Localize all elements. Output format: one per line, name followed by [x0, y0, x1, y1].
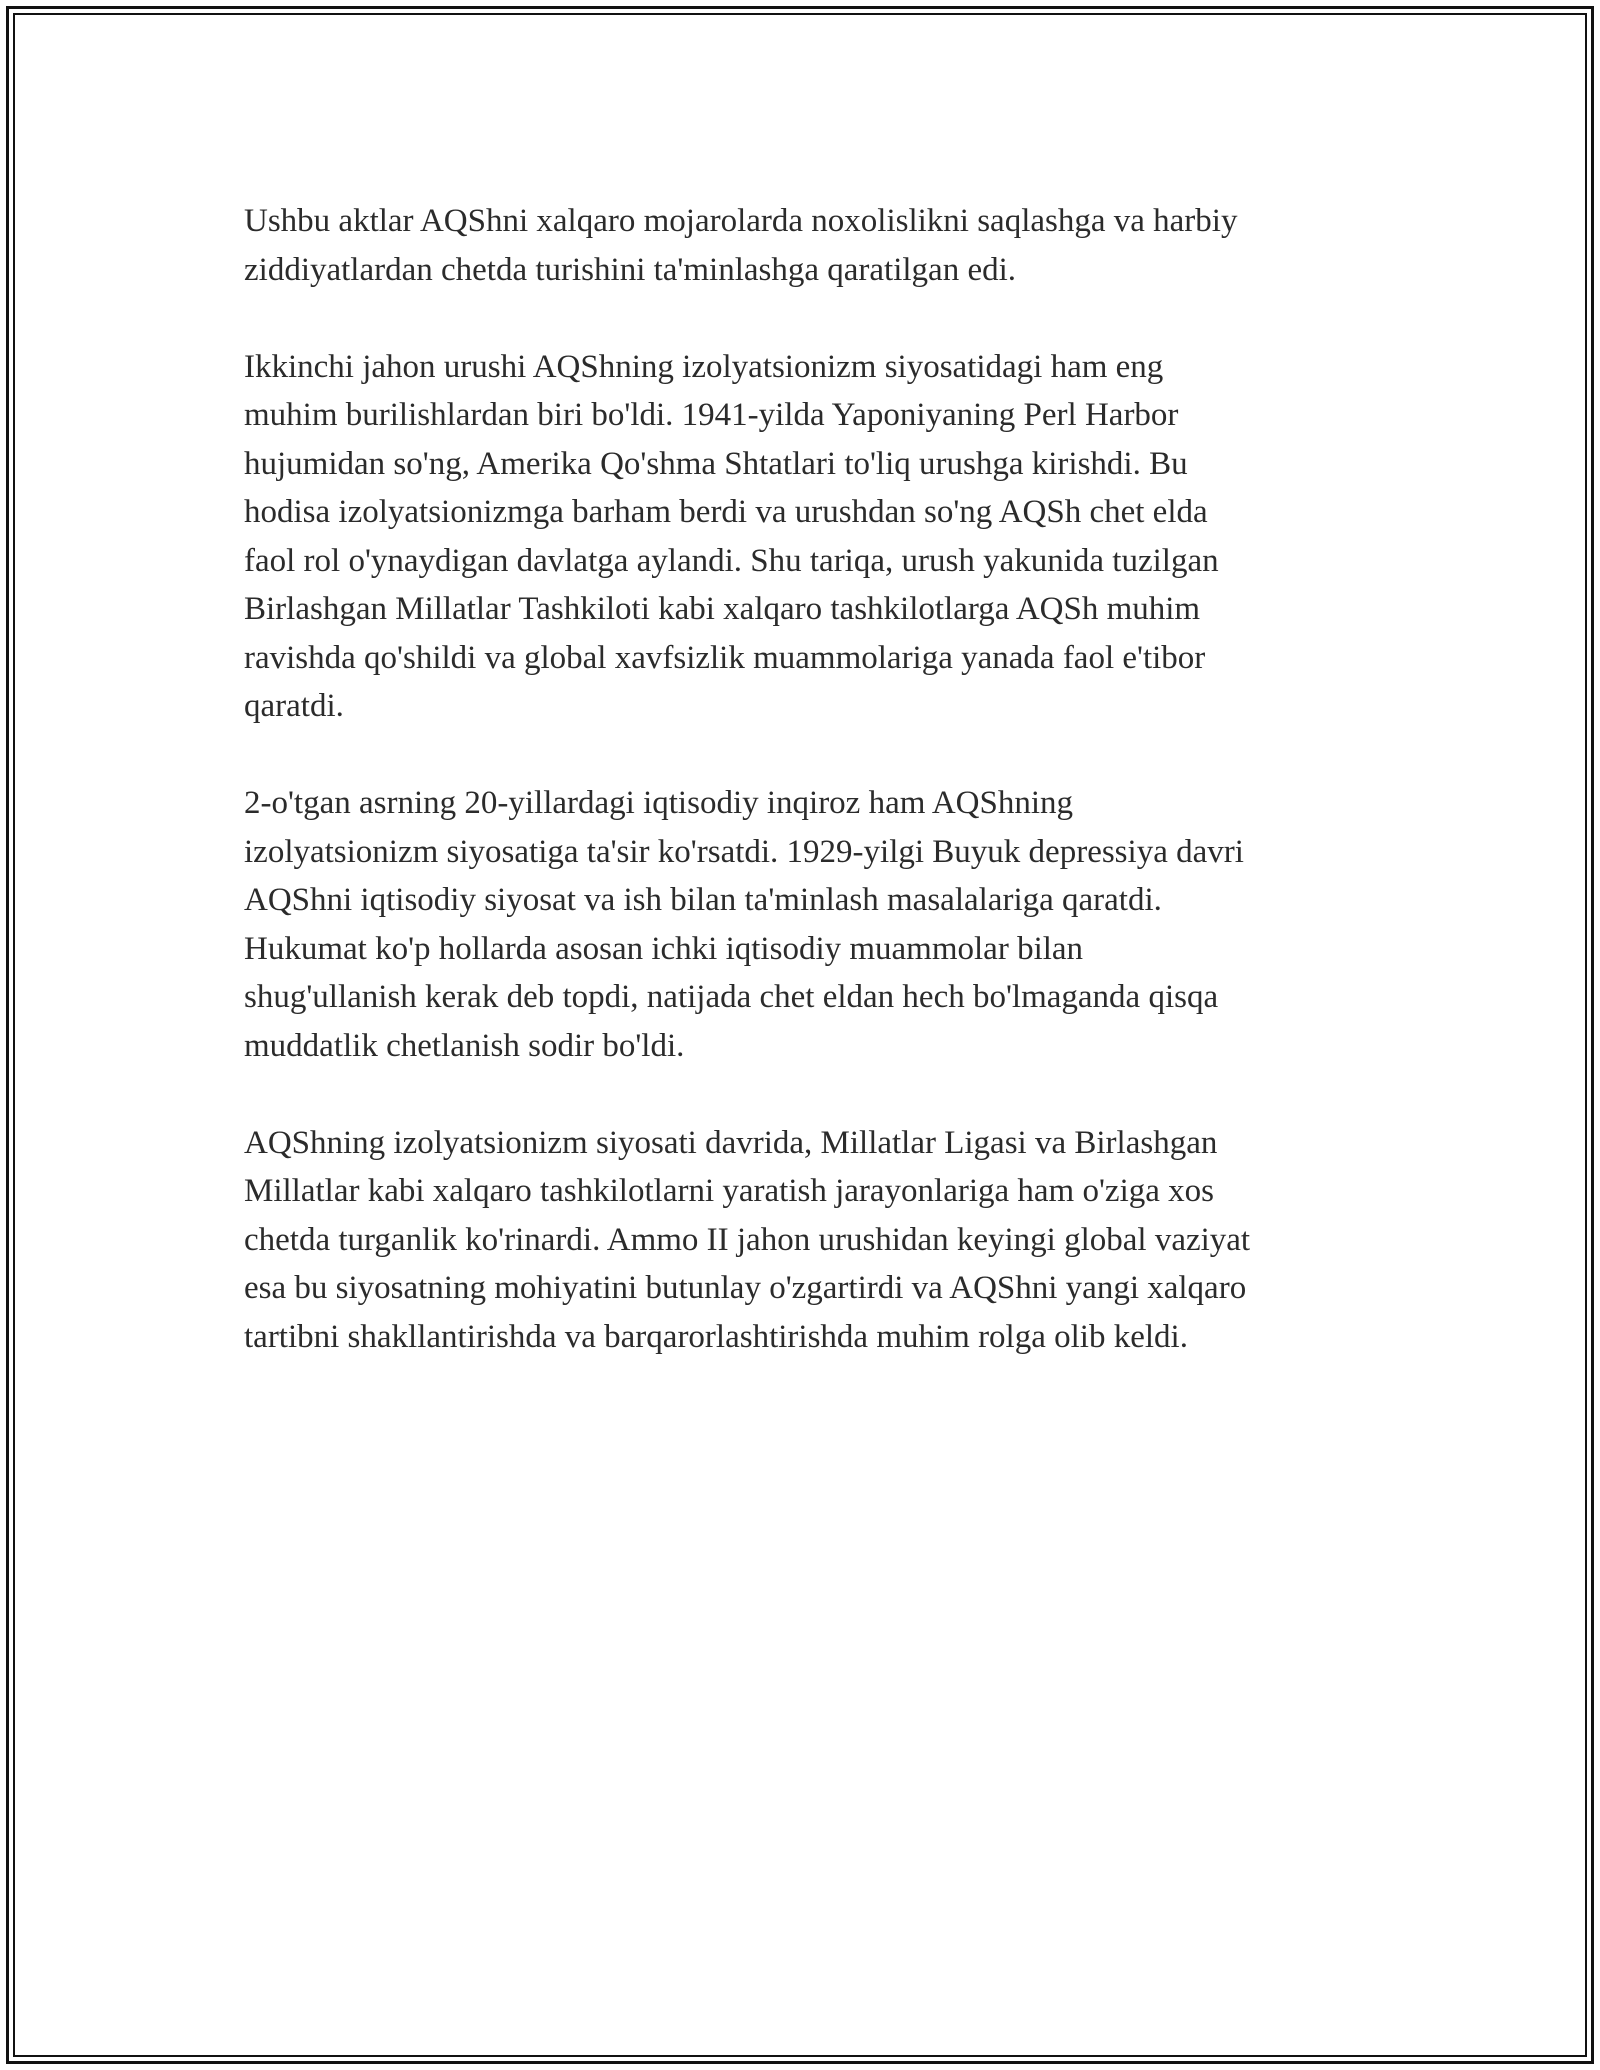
- page-frame: [6, 6, 1594, 2064]
- paragraph-2: Ikkinchi jahon urushi AQShning izolyatsionizm siyosatidagi ham eng muhim burilishlardan biri bo'ldi. 1941-yilda Yaponiyaning Perl Harbor hujumidan so'ng, Amerika Qo'shma Shtatlari to'liq urushga kirishdi. Bu hodisa izolyatsionizmga barham berdi va urushdan so'ng AQSh chet elda faol rol o'ynaydigan davlatga aylandi. Shu tariqa, urush yakunida tuzilgan Birlashgan Millatlar Tashkiloti kabi xalqaro tashkilotlarga AQSh muhim ravishda qo'shildi va global xavfsizlik muammolariga yanada faol e'tibor qaratdi.: [244, 348, 1219, 724]
- paragraph-1: Ushbu aktlar AQShni xalqaro mojarolarda noxolislikni saqlashga va harbiy ziddiyatlardan chetda turishini ta'minlashga qaratilgan edi.: [244, 203, 1238, 288]
- page-content: [244, 197, 1374, 1410]
- paragraph-4: AQShning izolyatsionizm siyosati davrida, Millatlar Ligasi va Birlashgan Millatlar kabi xalqaro tashkilotlarni yaratish jarayonlariga ham o'ziga xos chetda turganlik ko'rinardi. Ammo II jahon urushidan keyingi global vaziyat esa bu siyosatning mohiyatini butunlay o'zgartirdi va AQShni yangi xalqaro tartibni shakllantirishda va barqarorlashtirishda muhim rolga olib keldi.: [244, 1124, 1251, 1355]
- paragraph-3: 2-o'tgan asrning 20-yillardagi iqtisodiy inqiroz ham AQShning izolyatsionizm siyosatiga ta'sir ko'rsatdi. 1929-yilgi Buyuk depressiya davri AQShni iqtisodiy siyosat va ish bilan ta'minlash masalalariga qaratdi. Hukumat ko'p hollarda asosan ichki iqtisodiy muammolar bilan shug'ullanish kerak deb topdi, natijada chet eldan hech bo'lmaganda qisqa muddatlik chetlanish sodir bo'ldi.: [244, 785, 1244, 1064]
